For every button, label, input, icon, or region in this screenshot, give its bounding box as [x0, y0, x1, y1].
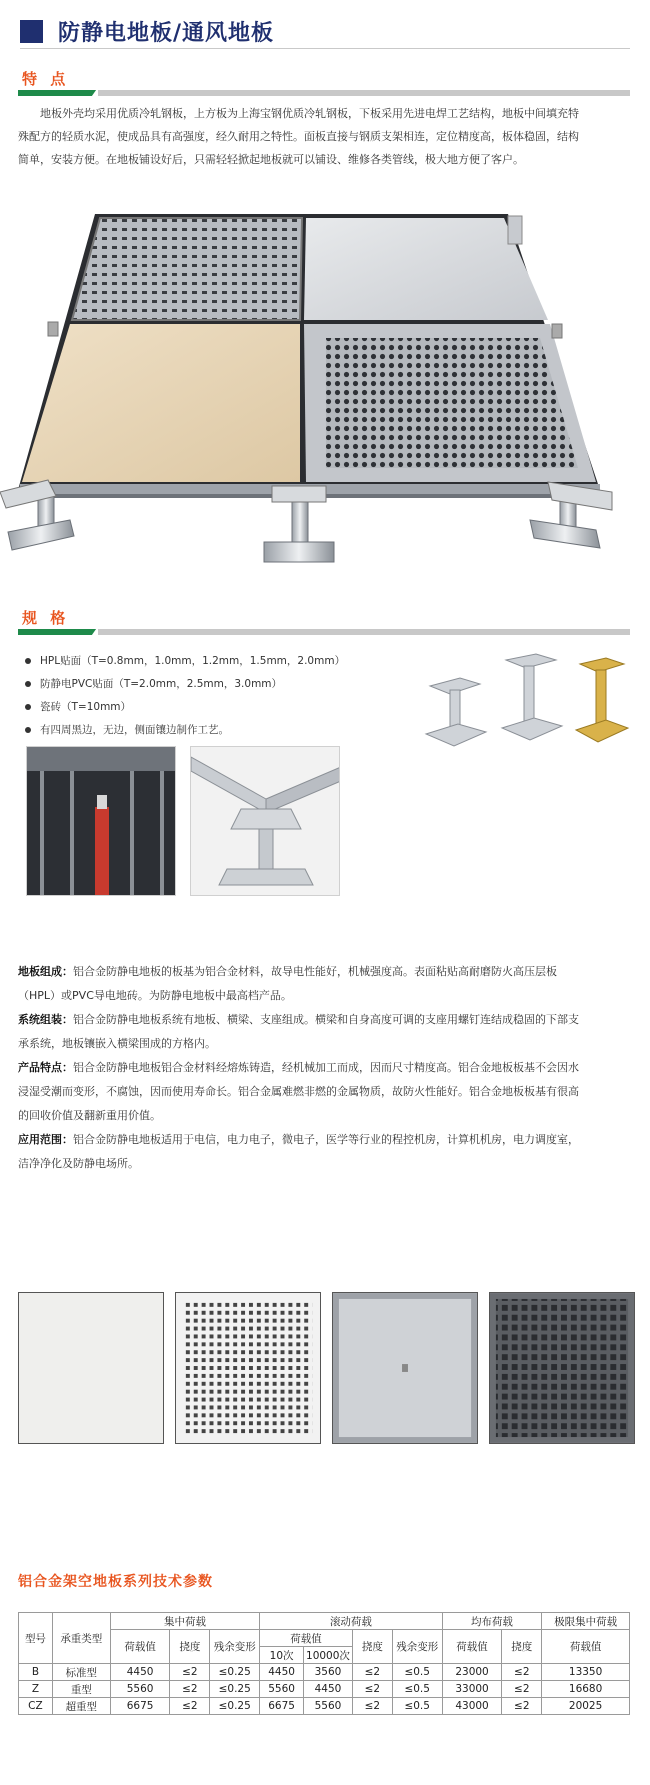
table-cell: ≤0.5 [392, 1681, 442, 1698]
table-cell: 5560 [304, 1698, 353, 1715]
table-cell: 6675 [110, 1698, 170, 1715]
table-cell: CZ [19, 1698, 53, 1715]
table-header-row [19, 1630, 630, 1647]
table-cell: 16680 [542, 1681, 630, 1698]
composition-term: 地板组成： [18, 965, 73, 978]
installed-floor-photo [26, 746, 176, 896]
header-ultimate-load: 极限集中荷载 [542, 1613, 630, 1630]
table-cell: 4450 [110, 1664, 170, 1681]
features-heading: 特 点 [22, 70, 70, 88]
spec-item: HPL贴面（T=0.8mm，1.0mm，1.2mm，1.5mm，2.0mm） [22, 650, 402, 673]
table-cell: ≤2 [502, 1698, 542, 1715]
table-cell: ≤2 [352, 1698, 392, 1715]
product-features-term: 产品特点： [18, 1061, 73, 1074]
stringer-joint-photo [190, 746, 340, 896]
spec-item: 有四周黑边，无边，侧面镶边制作工艺。 [22, 719, 402, 742]
features-line: 地板外壳均采用优质冷轧钢板，上方板为上海宝钢优质冷轧钢板，下板采用先进电焊工艺结构，地板中间填充特 [40, 107, 579, 120]
table-cell: 3560 [304, 1664, 353, 1681]
table-cell: ≤2 [502, 1664, 542, 1681]
table-cell: ≤0.25 [210, 1698, 260, 1715]
table-cell: ≤2 [170, 1698, 210, 1715]
features-paragraph [18, 1056, 630, 1128]
application-paragraph [18, 1128, 630, 1176]
product-features-text: 的回收价值及翻新重用价值。 [18, 1109, 161, 1122]
sample-tile-dark-grate [489, 1292, 635, 1444]
raised-floor-illustration [0, 190, 650, 610]
spec-table [18, 1612, 630, 1715]
table-cell: 20025 [542, 1698, 630, 1715]
features-line: 简单，安装方便。在地板铺设好后，只需轻轻掀起地板就可以铺设、维修各类管线，极大地方便了客户。 [18, 153, 524, 166]
table-cell: 23000 [442, 1664, 502, 1681]
sample-tile-perforated-white [175, 1292, 321, 1444]
table-cell: 13350 [542, 1664, 630, 1681]
table-cell: ≤0.25 [210, 1681, 260, 1698]
header-concentrated-load: 集中荷载 [110, 1613, 259, 1630]
table-cell: 6675 [260, 1698, 304, 1715]
page-title: 防静电地板/通风地板 [58, 21, 275, 46]
specs-heading: 规 格 [22, 609, 70, 627]
composition-paragraph [18, 960, 630, 1008]
title-divider [20, 48, 630, 49]
spec-item: 瓷砖（T=10mm） [22, 696, 402, 719]
table-cell: ≤0.5 [392, 1664, 442, 1681]
application-text: 铝合金防静电地板适用于电信，电力电子，微电子，医学等行业的程控机房，计算机机房，电力调度室， [73, 1133, 579, 1146]
table-cell: Z [19, 1681, 53, 1698]
header-cell: 荷载值 [110, 1630, 170, 1664]
features-heading-bar [18, 90, 630, 96]
header-uniform-load: 均布荷载 [442, 1613, 542, 1630]
header-cell: 荷载值 [442, 1630, 502, 1664]
header-rolling-load: 滚动荷载 [260, 1613, 443, 1630]
assembly-term: 系统组装： [18, 1013, 73, 1026]
title-square-icon [20, 20, 43, 43]
product-features-text: 浸湿受潮而变形，不腐蚀，因而使用寿命长。铝合金属难燃非燃的金属物质，故防火性能好。铝合金地板板基有很高 [18, 1085, 579, 1098]
table-cell: ≤0.25 [210, 1664, 260, 1681]
table-row [19, 1698, 630, 1715]
assembly-paragraph [18, 1008, 630, 1056]
table-cell: ≤2 [502, 1681, 542, 1698]
spec-item: 防静电PVC贴面（T=2.0mm，2.5mm，3.0mm） [22, 673, 402, 696]
assembly-text: 承系统，地板镶嵌入横梁围成的方格内。 [18, 1037, 216, 1050]
header-cell: 挠度 [170, 1630, 210, 1664]
features-line: 殊配方的轻质水泥，使成品具有高强度，经久耐用之特性。面板直接与钢质支架相连，定位精度高，板体稳固，结构 [18, 130, 579, 143]
header-cell: 荷载值 [542, 1630, 630, 1664]
table-cell: 5560 [260, 1681, 304, 1698]
table-cell: 4450 [260, 1664, 304, 1681]
specs-heading-bar [18, 629, 630, 635]
sample-tile-steel [332, 1292, 478, 1444]
table-cell: 重型 [52, 1681, 110, 1698]
table-cell: ≤2 [170, 1664, 210, 1681]
sample-tile-plain-white [18, 1292, 164, 1444]
pedestal-support-photos [420, 650, 630, 760]
header-cell: 10000次 [304, 1647, 353, 1664]
product-features-text: 铝合金防静电地板铝合金材料经熔炼铸造，经机械加工而成，因而尺寸精度高。铝合金地板板基不会因水 [73, 1061, 579, 1074]
table-row [19, 1664, 630, 1681]
table-row [19, 1681, 630, 1698]
spec-list [22, 650, 402, 742]
table-cell: 33000 [442, 1681, 502, 1698]
application-term: 应用范围： [18, 1133, 73, 1146]
table-cell: ≤2 [170, 1681, 210, 1698]
table-cell: 43000 [442, 1698, 502, 1715]
application-text: 洁净净化及防静电场所。 [18, 1157, 139, 1170]
header-cell: 残余变形 [392, 1630, 442, 1664]
table-cell: 超重型 [52, 1698, 110, 1715]
header-cell: 荷载值 [260, 1630, 353, 1647]
spec-table-title: 铝合金架空地板系列技术参数 [18, 1574, 213, 1590]
features-text-2 [18, 125, 630, 148]
assembly-text: 铝合金防静电地板系统有地板、横梁、支座组成。横梁和自身高度可调的支座用螺钉连结成稳固的下部支 [73, 1013, 579, 1026]
table-cell: ≤2 [352, 1664, 392, 1681]
composition-text: 铝合金防静电地板的板基为铝合金材料，故导电性能好，机械强度高。表面粘贴高耐磨防火高压层板 [73, 965, 557, 978]
composition-text: （HPL）或PVC导电地砖。为防静电地板中最高档产品。 [18, 989, 292, 1002]
header-cell: 挠度 [502, 1630, 542, 1664]
header-load-type: 承重类型 [52, 1613, 110, 1664]
header-cell: 挠度 [352, 1630, 392, 1664]
header-cell: 10次 [260, 1647, 304, 1664]
table-cell: ≤2 [352, 1681, 392, 1698]
features-text [18, 102, 630, 125]
header-model: 型号 [19, 1613, 53, 1664]
table-cell: 标准型 [52, 1664, 110, 1681]
table-cell: 5560 [110, 1681, 170, 1698]
table-cell: B [19, 1664, 53, 1681]
header-cell: 残余变形 [210, 1630, 260, 1664]
table-header-row [19, 1613, 630, 1630]
table-cell: 4450 [304, 1681, 353, 1698]
features-text-3 [18, 148, 630, 171]
table-cell: ≤0.5 [392, 1698, 442, 1715]
